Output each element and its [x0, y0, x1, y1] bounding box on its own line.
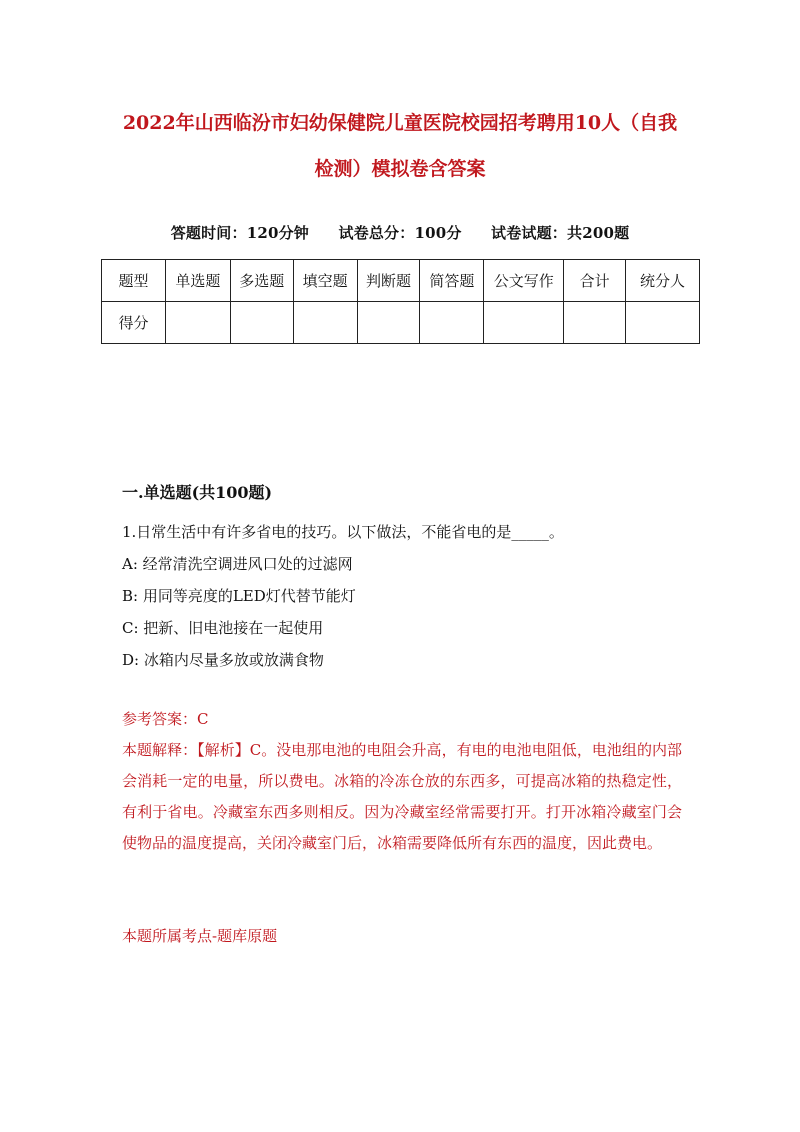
score-cell — [293, 302, 357, 344]
answer-analysis: 本题解释：【解析】C。没电那电池的电阻会升高，有电的电池电阻低，电池组的内部会消耗一定的电量，所以费电。冰箱的冷冻仓放的东西多，可提高冰箱的热稳定性，有利于省电。冷藏室东西多则相反。因为冷藏室经常需要打开。打开冰箱冷藏室门会使物品的温度提高，关闭冷藏室门后，冰箱需要降低所有东西的温度，因此费电。 — [122, 741, 682, 852]
score-header-cell: 单选题 — [165, 260, 230, 302]
score-cell — [165, 302, 230, 344]
document-title-line-2: 检测）模拟卷含答案 — [314, 158, 486, 180]
option-c: C: 把新、旧电池接在一起使用 — [122, 619, 324, 637]
score-cell — [484, 302, 564, 344]
score-row-label: 得分 — [102, 302, 166, 344]
score-header-cell: 简答题 — [420, 260, 484, 302]
question-point: 本题所属考点-题库原题 — [122, 927, 278, 945]
score-cell — [626, 302, 700, 344]
option-a: A: 经常清洗空调进风口处的过滤网 — [122, 555, 353, 573]
exam-question-count: 试卷试题：共200题 — [491, 224, 630, 242]
exam-time: 答题时间：120分钟 — [170, 224, 309, 242]
score-header-cell: 统分人 — [626, 260, 700, 302]
document-title-line-1: 2022年山西临汾市妇幼保健院儿童医院校园招考聘用10人（自我 — [122, 112, 678, 134]
exam-meta — [0, 222, 800, 243]
score-cell — [230, 302, 293, 344]
exam-total-score: 试卷总分：100分 — [338, 224, 462, 242]
score-header-cell: 填空题 — [293, 260, 357, 302]
option-d: D: 冰箱内尽量多放或放满食物 — [122, 651, 324, 669]
score-header-cell: 多选题 — [230, 260, 293, 302]
score-cell — [420, 302, 484, 344]
question-block — [122, 516, 692, 676]
option-b: B: 用同等亮度的LED灯代替节能灯 — [122, 587, 356, 605]
score-header-cell: 题型 — [102, 260, 166, 302]
score-table — [101, 259, 700, 344]
score-header-cell: 合计 — [564, 260, 626, 302]
score-cell — [564, 302, 626, 344]
document-title — [110, 100, 690, 192]
answer-block — [122, 704, 682, 859]
score-cell — [357, 302, 420, 344]
score-table-score-row — [102, 302, 700, 344]
reference-answer: 参考答案：C — [122, 710, 209, 728]
score-header-cell: 公文写作 — [484, 260, 564, 302]
score-table-header-row — [102, 260, 700, 302]
section-title: 一.单选题(共100题) — [122, 483, 273, 502]
score-header-cell: 判断题 — [357, 260, 420, 302]
question-stem: 1.日常生活中有许多省电的技巧。以下做法，不能省电的是_____。 — [122, 523, 564, 541]
